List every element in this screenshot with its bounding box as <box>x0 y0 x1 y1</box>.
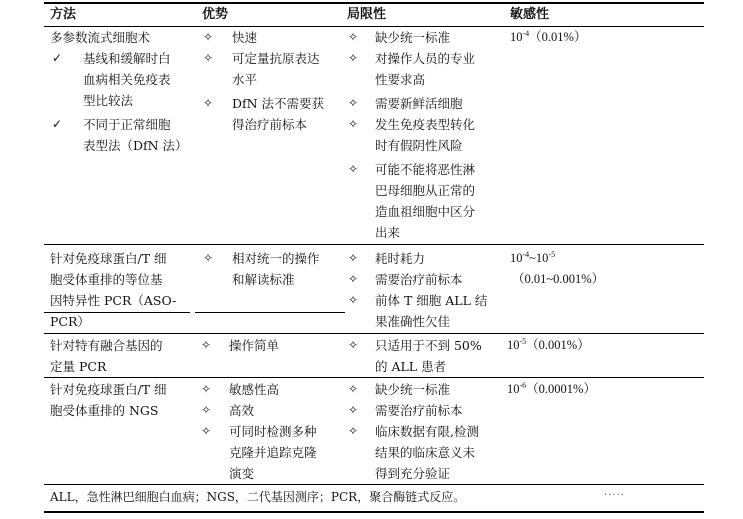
diamond-icon: ✧ <box>347 338 359 352</box>
sens-exponent: -6 <box>519 380 527 390</box>
bottom-rule <box>44 511 704 513</box>
row4-advantage: 克隆并追踪克隆 <box>229 445 317 460</box>
row1-limitation: 出来 <box>375 225 401 240</box>
row1-method-item: 不同于正常细胞 <box>83 117 171 132</box>
sens-percent: （0.01%） <box>529 30 587 44</box>
row2-limitation: 果准确性欠佳 <box>375 314 451 329</box>
check-icon: ✓ <box>51 51 63 65</box>
header-limitation: 局限性 <box>347 7 387 22</box>
diamond-icon: ✧ <box>202 30 214 44</box>
sens-exponent: -4 <box>522 249 530 259</box>
row1-method-item: 型比较法 <box>83 93 134 108</box>
row2-method: 因特异性 PCR（ASO- <box>50 293 177 308</box>
row4-advantage: 可同时检测多种 <box>229 424 317 439</box>
row3-method: 定量 PCR <box>50 359 107 374</box>
row2-method: PCR） <box>50 314 90 329</box>
row4-limitation: 缺少统一标准 <box>375 382 451 397</box>
sens-percent: （0.0001%） <box>526 382 596 396</box>
sens-base: 10 <box>507 382 520 396</box>
row2-sensitivity-range <box>510 248 555 269</box>
row1-method-item: 表型法（DfN 法） <box>83 138 188 153</box>
header-method: 方法 <box>50 7 77 22</box>
diamond-icon: ✧ <box>347 272 359 286</box>
diamond-icon: ✧ <box>202 51 214 65</box>
diamond-icon: ✧ <box>347 117 359 131</box>
row4-limitation: 临床数据有限,检测 <box>375 424 479 439</box>
diamond-icon: ✧ <box>347 424 359 438</box>
row-divider <box>44 244 704 245</box>
row-divider <box>44 484 704 485</box>
row1-advantage: 水平 <box>232 72 258 87</box>
header-advantage: 优势 <box>202 7 229 22</box>
sens-base: 10 <box>507 338 520 352</box>
sens-exponent: -4 <box>522 28 530 38</box>
diamond-icon: ✧ <box>202 96 214 110</box>
diamond-icon: ✧ <box>347 162 359 176</box>
diamond-icon: ✧ <box>347 96 359 110</box>
row4-limitation: 得到充分验证 <box>375 466 451 481</box>
row2-advantage: 和解读标准 <box>232 272 295 287</box>
diamond-icon: ✧ <box>347 51 359 65</box>
row2-advantage-underline <box>195 312 345 313</box>
diamond-icon: ✧ <box>200 424 212 438</box>
row2-limitation: 耗时耗力 <box>375 251 426 266</box>
row-divider <box>44 333 704 334</box>
diamond-icon: ✧ <box>347 403 359 417</box>
diamond-icon: ✧ <box>347 382 359 396</box>
row2-limitation: 需要治疗前标本 <box>375 272 463 287</box>
sens-exponent: -5 <box>519 336 527 346</box>
diamond-icon: ✧ <box>347 251 359 265</box>
diamond-icon: ✧ <box>200 403 212 417</box>
row1-advantage: 可定量抗原表达 <box>232 51 320 66</box>
table-footnote: ALL，急性淋巴细胞白血病；NGS，二代基因测序；PCR，聚合酶链式反应。 <box>50 490 466 504</box>
row3-advantage: 操作简单 <box>229 338 280 353</box>
row1-sensitivity <box>510 27 586 48</box>
diamond-icon: ✧ <box>347 30 359 44</box>
row1-advantage: DfN 法不需要获 <box>232 96 325 111</box>
row1-method-item: 血病相关免疫表 <box>83 72 171 87</box>
diamond-icon: ✧ <box>200 382 212 396</box>
trailing-dots: ..... <box>604 487 625 498</box>
row1-limitation: 需要新鲜活细胞 <box>375 96 463 111</box>
check-icon: ✓ <box>51 117 63 131</box>
row2-method-underline <box>44 312 190 313</box>
row4-limitation: 结果的临床意义未 <box>375 445 476 460</box>
sens-base: ~10 <box>529 251 549 265</box>
row3-method: 针对特有融合基因的 <box>50 338 163 353</box>
sens-base: 10 <box>510 30 523 44</box>
row1-method-title: 多参数流式细胞术 <box>50 30 151 45</box>
row3-limitation: 只适用于不到 50% <box>375 338 482 353</box>
row1-limitation: 造血祖细胞中区分 <box>375 204 476 219</box>
row3-sensitivity <box>507 335 590 356</box>
sens-percent: （0.001%） <box>526 338 590 352</box>
row1-method-item: 基线和缓解时白 <box>83 51 171 66</box>
row4-sensitivity <box>507 379 596 400</box>
top-rule <box>44 2 704 4</box>
row2-method: 针对免疫球蛋白/T 细 <box>50 251 167 266</box>
row1-advantage: 得治疗前标本 <box>232 117 308 132</box>
diamond-icon: ✧ <box>200 338 212 352</box>
row-divider <box>44 377 704 378</box>
row1-limitation: 可能不能将恶性淋 <box>375 162 476 177</box>
row2-limitation: 前体 T 细胞 ALL 结 <box>375 293 488 308</box>
row2-advantage: 相对统一的操作 <box>232 251 320 266</box>
diamond-icon: ✧ <box>347 293 359 307</box>
row2-sensitivity-percent: （0.01~0.001%） <box>512 272 605 286</box>
row1-limitation: 缺少统一标准 <box>375 30 451 45</box>
row1-advantage: 快速 <box>232 30 258 45</box>
sens-exponent: -5 <box>548 249 556 259</box>
row4-advantage: 高效 <box>229 403 255 418</box>
row1-limitation: 发生免疫表型转化 <box>375 117 476 132</box>
header-sensitivity: 敏感性 <box>510 7 550 22</box>
row4-method: 胞受体重排的 NGS <box>50 403 159 418</box>
row2-method: 胞受体重排的等位基 <box>50 272 163 287</box>
row4-limitation: 需要治疗前标本 <box>375 403 463 418</box>
row4-advantage: 敏感性高 <box>229 382 280 397</box>
row4-method: 针对免疫球蛋白/T 细 <box>50 382 167 397</box>
row1-limitation: 巴母细胞从正常的 <box>375 183 476 198</box>
diamond-icon: ✧ <box>202 251 214 265</box>
row4-advantage: 演变 <box>229 466 255 481</box>
sens-base: 10 <box>510 251 523 265</box>
row1-limitation: 对操作人员的专业 <box>375 51 476 66</box>
row1-limitation: 时有假阴性风险 <box>375 138 463 153</box>
row3-limitation: 的 ALL 患者 <box>375 359 447 374</box>
row1-limitation: 性要求高 <box>375 72 426 87</box>
